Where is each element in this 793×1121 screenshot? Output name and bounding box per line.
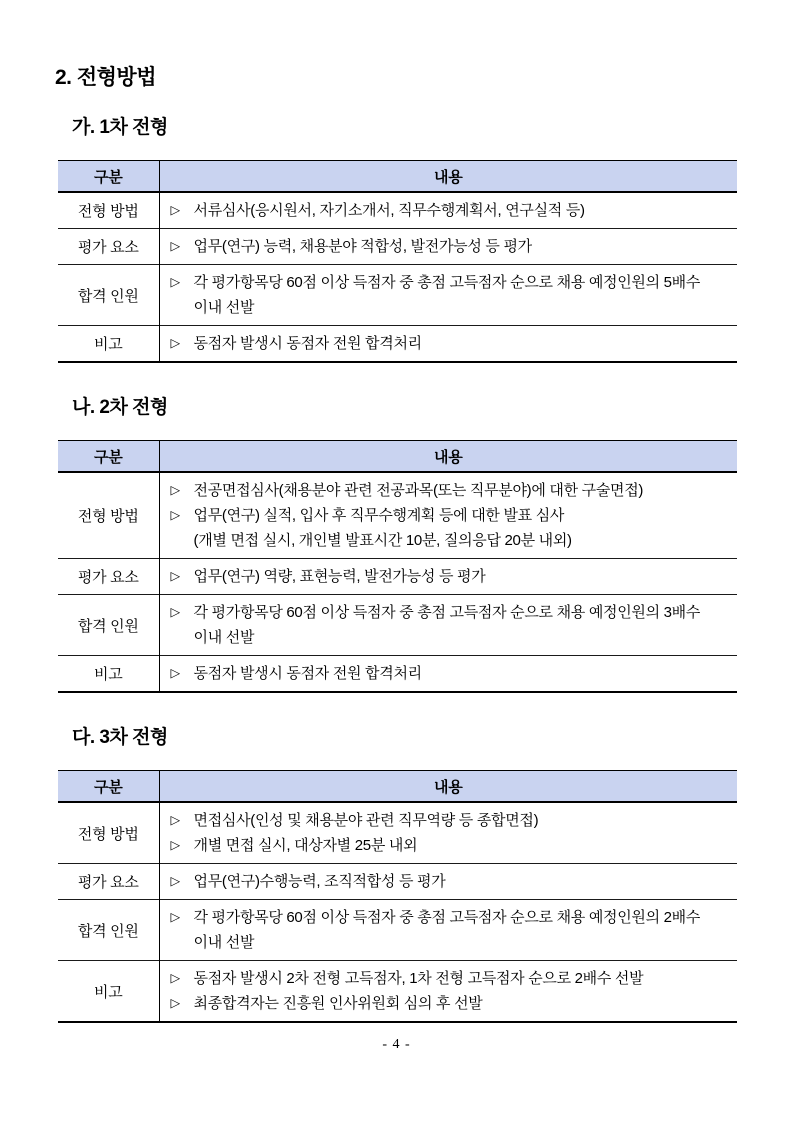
row-label: 전형 방법 [58,802,159,864]
table-row [58,559,737,595]
row-label: 합격 인원 [58,265,159,326]
row-label: 비고 [58,656,159,693]
triangle-bullet-icon: ▷ [170,813,181,827]
line-text: 업무(연구) 실적, 입사 후 직무수행계획 등에 대한 발표 심사 [193,507,565,524]
row-label: 비고 [58,961,159,1023]
row-label: 비고 [58,326,159,363]
content-line [171,503,730,528]
content-line [171,869,730,894]
content-line [171,331,730,356]
column-header-content: 내용 [159,771,737,803]
selection-spec-table [58,160,737,363]
row-content [159,559,737,595]
triangle-bullet-icon: ▷ [170,275,181,289]
triangle-bullet-icon: ▷ [170,874,181,888]
triangle-bullet-icon: ▷ [170,483,181,497]
table-row [58,595,737,656]
triangle-bullet-icon: ▷ [170,203,181,217]
line-text: (개별 면접 실시, 개인별 발표시간 10분, 질의응답 20분 내외) [193,532,572,549]
table-header-row [58,161,737,193]
table-row [58,472,737,559]
table-row [58,192,737,229]
content-line [171,966,730,991]
triangle-bullet-icon: ▷ [170,971,181,985]
content-line [171,833,730,858]
content-line [171,905,730,955]
table-row [58,900,737,961]
content-line [171,564,730,589]
triangle-bullet-icon: ▷ [170,508,181,522]
row-content [159,472,737,559]
triangle-bullet-icon: ▷ [170,569,181,583]
triangle-bullet-icon: ▷ [170,838,181,852]
selection-round-section [0,727,793,1023]
row-label: 평가 요소 [58,229,159,265]
table-row [58,229,737,265]
content-line [171,600,730,650]
row-content [159,900,737,961]
content-line [171,991,730,1016]
table-body [58,802,737,1022]
content-line [171,528,730,553]
triangle-bullet-icon: ▷ [170,996,181,1010]
row-label: 평가 요소 [58,864,159,900]
triangle-bullet-icon: ▷ [170,666,181,680]
section-heading: 나. 2차 전형 [72,397,168,418]
table-row [58,265,737,326]
content-line [171,478,730,503]
table-row [58,961,737,1023]
sections-container [0,117,793,1023]
row-content [159,864,737,900]
column-header-category: 구분 [58,771,159,803]
row-label: 전형 방법 [58,472,159,559]
row-label: 합격 인원 [58,900,159,961]
section-heading: 다. 3차 전형 [72,727,168,748]
row-content [159,656,737,693]
column-header-category: 구분 [58,441,159,473]
line-text: 동점자 발생시 2차 전형 고득점자, 1차 전형 고득점자 순으로 2배수 선발 [193,970,644,987]
selection-spec-table [58,440,737,693]
triangle-bullet-icon: ▷ [170,605,181,619]
table-row [58,326,737,363]
line-text: 업무(연구) 역량, 표현능력, 발전가능성 등 평가 [193,568,486,585]
line-text: 개별 면접 실시, 대상자별 25분 내외 [193,837,418,854]
page-number: - 4 - [382,1037,411,1052]
line-text: 업무(연구) 능력, 채용분야 적합성, 발전가능성 등 평가 [193,238,532,255]
row-content [159,802,737,864]
line-text: 동점자 발생시 동점자 전원 합격처리 [193,335,422,352]
selection-round-section [0,117,793,363]
table-body [58,472,737,692]
table-row [58,802,737,864]
line-text: 최종합격자는 진흥원 인사위원회 심의 후 선발 [193,995,483,1012]
row-content [159,229,737,265]
triangle-bullet-icon: ▷ [170,239,181,253]
row-content [159,326,737,363]
table-body [58,192,737,362]
row-label: 합격 인원 [58,595,159,656]
row-content [159,192,737,229]
column-header-content: 내용 [159,161,737,193]
line-text: 면접심사(인성 및 채용분야 관련 직무역량 등 종합면접) [193,812,539,829]
row-label: 전형 방법 [58,192,159,229]
triangle-bullet-icon: ▷ [170,336,181,350]
selection-spec-table [58,770,737,1023]
table-header-row [58,441,737,473]
row-content [159,595,737,656]
line-text: 서류심사(응시원서, 자기소개서, 직무수행계획서, 연구실적 등) [193,202,585,219]
section-heading: 가. 1차 전형 [72,117,168,138]
page-title: 2. 전형방법 [55,66,156,89]
content-line [171,270,730,320]
row-content [159,961,737,1023]
triangle-bullet-icon: ▷ [170,910,181,924]
column-header-category: 구분 [58,161,159,193]
line-text: 업무(연구)수행능력, 조직적합성 등 평가 [193,873,446,890]
column-header-content: 내용 [159,441,737,473]
table-row [58,864,737,900]
row-label: 평가 요소 [58,559,159,595]
selection-round-section [0,397,793,693]
line-text: 각 평가항목당 60점 이상 득점자 중 총점 고득점자 순으로 채용 예정인원의 2배수 이내 선발 [193,909,701,951]
line-text: 각 평가항목당 60점 이상 득점자 중 총점 고득점자 순으로 채용 예정인원의 3배수 이내 선발 [193,604,701,646]
content-line [171,808,730,833]
content-line [171,198,730,223]
table-row [58,656,737,693]
line-text: 전공면접심사(채용분야 관련 전공과목(또는 직무분야)에 대한 구술면접) [193,482,644,499]
row-content [159,265,737,326]
line-text: 동점자 발생시 동점자 전원 합격처리 [193,665,422,682]
content-line [171,661,730,686]
content-line [171,234,730,259]
table-header-row [58,771,737,803]
line-text: 각 평가항목당 60점 이상 득점자 중 총점 고득점자 순으로 채용 예정인원의 5배수 이내 선발 [193,274,701,316]
